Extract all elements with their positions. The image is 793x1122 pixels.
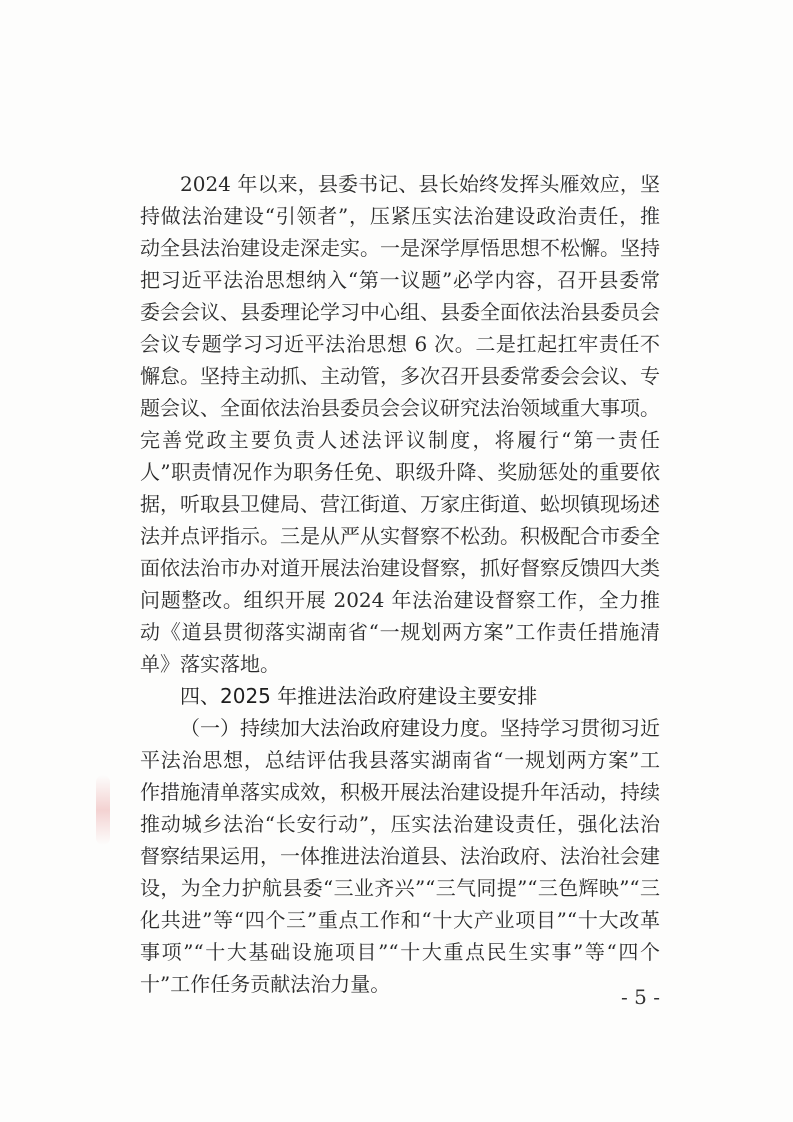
section-heading: 四、2025 年推进法治政府建设主要安排: [180, 684, 538, 708]
subsection-lead: （一）持续加大法治政府建设力度。: [180, 716, 500, 740]
page-number: - 5 -: [621, 985, 660, 1009]
document-body: [140, 168, 660, 1000]
subsection-paragraph: [140, 712, 660, 1000]
stamp-trace: [96, 775, 110, 845]
paragraph-2024-summary: 2024 年以来，县委书记、县长始终发挥头雁效应，坚持做法治建设“引领者”，压紧压实法治建设政治责任，推动全县法治建设走深走实。一是深学厚悟思想不松懈。坚持把习近平法治思想纳入“第一议题”必学内容，召开县委常委会会议、县委理论学习中心组、县委全面依法治县委员会会议专题学习习近平法治思想 6 次。二是扛起扛牢责任不懈怠。坚持主动抓、主动管，多次召开县委常委会会议、专题会议、全面依法治县委员会会议研究法治领域重大事项。完善党政主要负责人述法评议制度，将履行“第一责任人”职责情况作为职务任免、职级升降、奖励惩处的重要依据，听取县卫健局、营江街道、万家庄街道、蚣坝镇现场述法并点评指示。三是从严从实督察不松劲。积极配合市委全面依法治市办对道开展法治建设督察，抓好督察反馈四大类问题整改。组织开展 2024 年法治建设督察工作，全力推动《道县贯彻落实湖南省“一规划两方案”工作责任措施清单》落实落地。: [140, 172, 660, 676]
subsection-body: 坚持学习贯彻习近平法治思想，总结评估我县落实湖南省“一规划两方案”工作措施清单落实成效，积极开展法治建设提升年活动，持续推动城乡法治“长安行动”，压实法治建设责任，强化法治督察结果运用，一体推进法治道县、法治政府、法治社会建设，为全力护航县委“三业齐兴”“三气同提”“三色辉映”“三化共进”等“四个三”重点工作和“十大产业项目”“十大改革事项”“十大基础设施项目”“十大重点民生实事”等“四个十”工作任务贡献法治力量。: [140, 716, 660, 996]
